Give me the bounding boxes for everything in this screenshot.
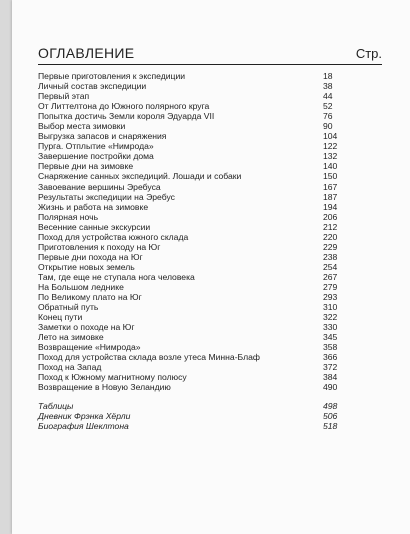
toc-entry-page: 150	[323, 171, 338, 182]
toc-entry-page: 279	[323, 281, 338, 292]
toc-entry	[38, 382, 382, 392]
toc-entry	[38, 141, 382, 151]
table-of-contents	[38, 71, 382, 431]
toc-entry	[38, 111, 382, 121]
toc-entry-page: 52	[323, 101, 333, 112]
toc-entry-page: 238	[323, 251, 338, 262]
toc-entry-title: Первые дни на зимовке	[38, 161, 134, 172]
toc-entry-page: 366	[323, 352, 338, 363]
toc-entry-title: Биография Шеклтона	[38, 420, 129, 431]
toc-entry-title: Снаряжение санных экспедиций. Лошади и собаки	[38, 171, 242, 182]
toc-entry-page: 358	[323, 342, 338, 353]
toc-entry-page: 122	[323, 141, 338, 152]
toc-entry	[38, 411, 382, 421]
toc-entry-title: Первый этап	[38, 91, 90, 102]
toc-entry-title: Обратный путь	[38, 302, 99, 313]
toc-entry	[38, 332, 382, 342]
toc-entry-title: Поход для устройства склада возле утеса Минна-Блаф	[38, 352, 260, 363]
toc-entry	[38, 372, 382, 382]
toc-entry	[38, 161, 382, 171]
toc-entry-title: Попытка достичь Земли короля Эдуарда VII	[38, 111, 215, 122]
toc-entry-page: 322	[323, 312, 338, 323]
toc-entry	[38, 171, 382, 181]
toc-entry-page: 506	[323, 410, 338, 421]
toc-entry	[38, 151, 382, 161]
toc-entry	[38, 222, 382, 232]
toc-entry	[38, 81, 382, 91]
toc-entry-title: Завершение постройки дома	[38, 151, 154, 162]
toc-entry-page: 254	[323, 261, 338, 272]
toc-entry-title: Первые приготовления к экспедиции	[38, 71, 186, 81]
toc-entry-title: Лето на зимовке	[38, 332, 104, 343]
toc-entry-title: Весенние санные экскурсии	[38, 221, 151, 232]
toc-entry	[38, 302, 382, 312]
toc-entry	[38, 322, 382, 332]
toc-entry-title: Пурга. Отплытие «Нимрода»	[38, 141, 154, 152]
toc-entry-page: 167	[323, 181, 338, 192]
toc-entry-title: Дневник Фрэнка Хёрли	[38, 410, 131, 421]
toc-entry-title: Таблицы	[38, 400, 74, 411]
toc-entry-page: 498	[323, 400, 338, 411]
toc-entry-page: 330	[323, 322, 338, 333]
toc-entry-page: 44	[323, 91, 333, 102]
toc-entry-page: 490	[323, 382, 338, 393]
toc-entry-title: Поход к Южному магнитному полюсу	[38, 372, 187, 383]
toc-entry	[38, 182, 382, 192]
toc-entry	[38, 91, 382, 101]
toc-entry-page: 194	[323, 201, 338, 212]
toc-entry-page: 132	[323, 151, 338, 162]
toc-entry	[38, 192, 382, 202]
toc-entry-title: Открытие новых земель	[38, 261, 135, 272]
toc-entry-page: 206	[323, 211, 338, 222]
toc-entry-title: Выгрузка запасов и снаряжения	[38, 131, 167, 142]
toc-entry-title: На Большом леднике	[38, 281, 124, 292]
toc-entry-page: 384	[323, 372, 338, 383]
toc-entry-title: От Литтелтона до Южного полярного круга	[38, 101, 210, 112]
toc-entry	[38, 312, 382, 322]
toc-entry	[38, 262, 382, 272]
toc-entry-title: Результаты экспедиции на Эребус	[38, 191, 175, 202]
toc-entry	[38, 282, 382, 292]
toc-entry-page: 310	[323, 302, 338, 313]
toc-entry-page: 267	[323, 271, 338, 282]
toc-entry-title: Поход на Запад	[38, 362, 102, 373]
toc-entry-title: Заметки о походе на Юг	[38, 322, 135, 333]
toc-entry-page: 345	[323, 332, 338, 343]
toc-entry-page: 293	[323, 292, 338, 303]
toc-entry-title: Возвращение в Новую Зеландию	[38, 382, 171, 393]
toc-entry-title: Конец пути	[38, 312, 83, 323]
toc-header	[38, 42, 382, 65]
toc-entry	[38, 352, 382, 362]
toc-entry-page: 229	[323, 241, 338, 252]
toc-entry	[38, 401, 382, 411]
toc-entry	[38, 202, 382, 212]
toc-entry	[38, 252, 382, 262]
toc-entry-title: Личный состав экспедиции	[38, 81, 147, 92]
toc-entry-page: 38	[323, 81, 333, 92]
toc-entry	[38, 342, 382, 352]
toc-entry-page: 372	[323, 362, 338, 373]
toc-entry	[38, 71, 382, 81]
toc-entry-page: 187	[323, 191, 338, 202]
toc-entry-title: Приготовления к походу на Юг	[38, 241, 161, 252]
toc-entry-title: Там, где еще не ступала нога человека	[38, 271, 195, 282]
toc-entry-title: Выбор места зимовки	[38, 121, 126, 132]
toc-entry-title: Полярная ночь	[38, 211, 99, 222]
toc-entry-title: По Великому плато на Юг	[38, 292, 142, 303]
toc-entry-title: Жизнь и работа на зимовке	[38, 201, 149, 212]
toc-entry	[38, 362, 382, 372]
toc-entry	[38, 101, 382, 111]
toc-entry-page: 518	[323, 420, 338, 431]
toc-entry	[38, 212, 382, 222]
book-page	[12, 0, 410, 534]
toc-entry-title: Завоевание вершины Эребуса	[38, 181, 161, 192]
toc-entry	[38, 292, 382, 302]
toc-title: ОГЛАВЛЕНИЕ	[38, 45, 135, 61]
toc-entry-page: 18	[323, 71, 333, 81]
toc-entry	[38, 121, 382, 131]
toc-entry	[38, 272, 382, 282]
toc-entry	[38, 421, 382, 431]
toc-entry	[38, 232, 382, 242]
toc-entry-page: 90	[323, 121, 333, 132]
toc-entry-page: 76	[323, 111, 333, 122]
toc-entry-page: 140	[323, 161, 338, 172]
toc-entry-page: 220	[323, 231, 338, 242]
toc-entry	[38, 131, 382, 141]
section-gap	[38, 393, 382, 401]
toc-entry	[38, 242, 382, 252]
pages-column-label: Стр.	[355, 46, 382, 61]
toc-entry-page: 104	[323, 131, 338, 142]
toc-entry-page: 212	[323, 221, 338, 232]
toc-entry-title: Возвращение «Нимрода»	[38, 342, 141, 353]
toc-entry-title: Поход для устройства южного склада	[38, 231, 189, 242]
toc-entry-title: Первые дни похода на Юг	[38, 251, 143, 262]
